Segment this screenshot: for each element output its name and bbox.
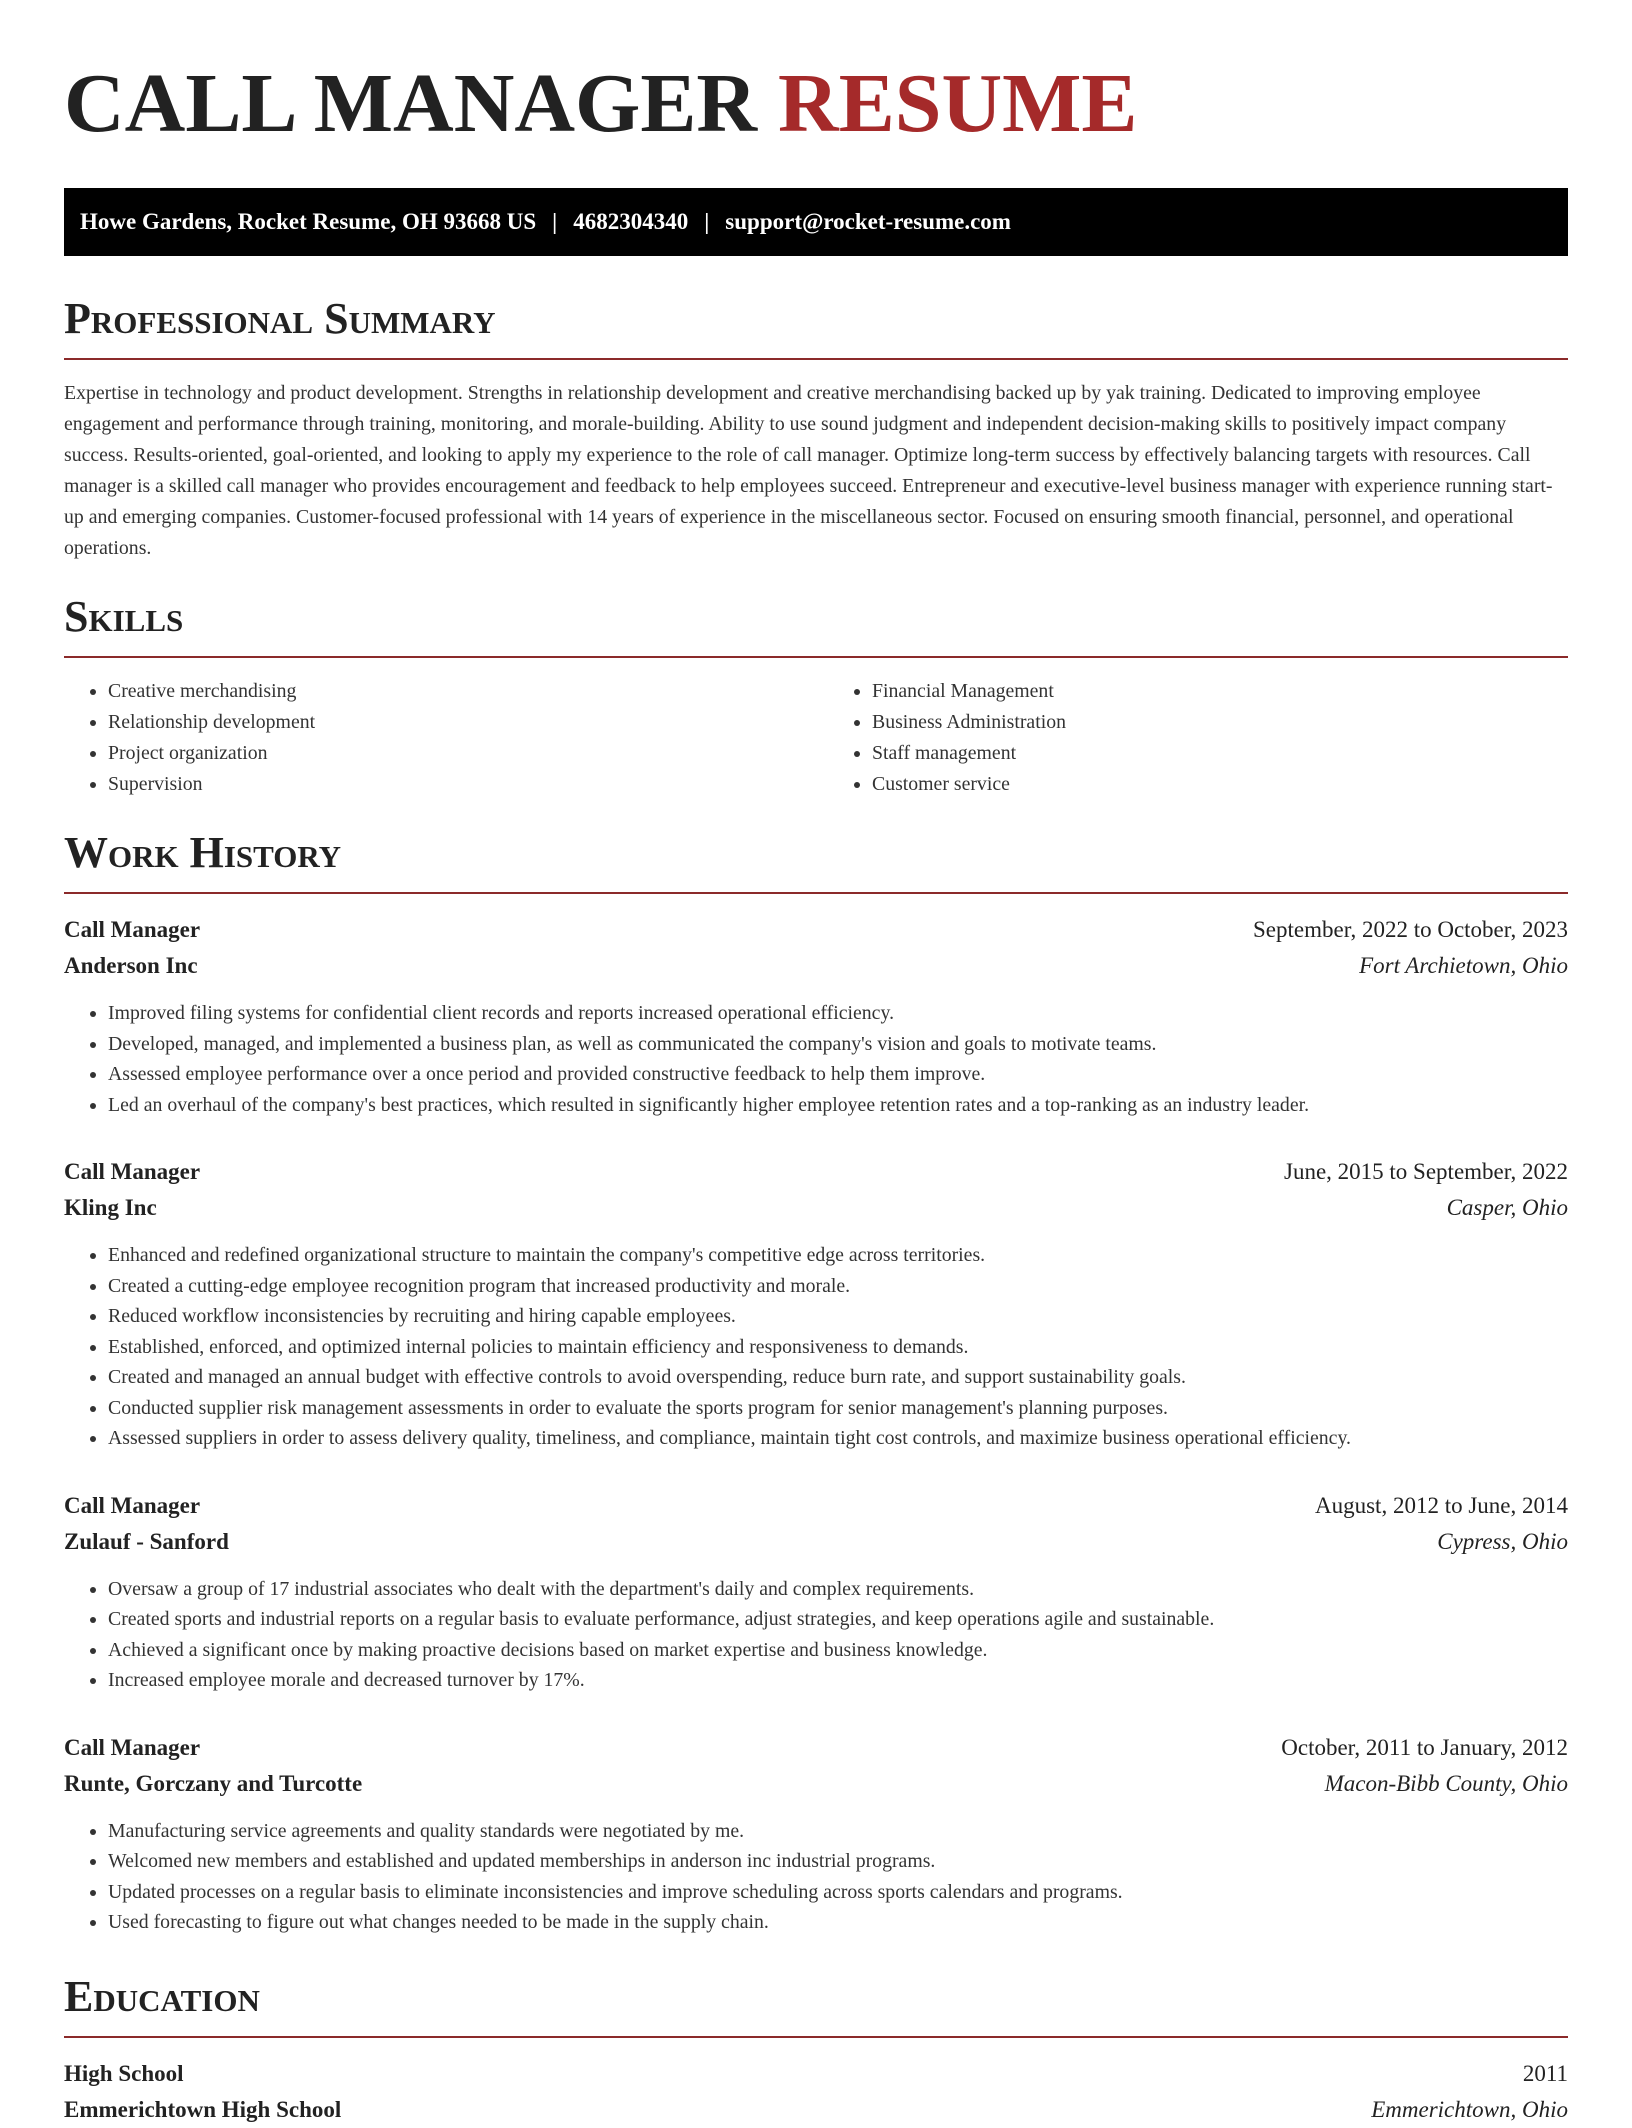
job-location: Fort Archietown, Ohio (1359, 953, 1568, 978)
skill-item: • Project organization (108, 738, 804, 769)
skills-list-left (64, 676, 804, 800)
education-heading: Education (64, 1971, 260, 2021)
job-bullet: • Led an overhaul of the company's best practices, which resulted in significantly higher employee retention rates and a top-ranking as an industry leader. (108, 1090, 1568, 1121)
job-header-row (64, 912, 1568, 948)
title-main: CALL MANAGER (64, 57, 758, 150)
job-location: Casper, Ohio (1446, 1195, 1568, 1220)
job-bullets (64, 1240, 1568, 1454)
job-dates: June, 2015 to September, 2022 (1284, 1159, 1568, 1184)
contact-phone: 4682304340 (573, 209, 689, 234)
job-title: Call Manager (64, 1492, 201, 1518)
job-entry (64, 912, 1568, 1120)
job-bullet: • Reduced workflow inconsistencies by recruiting and hiring capable employees. (108, 1301, 1568, 1332)
job-entry (64, 1488, 1568, 1696)
resume-title (64, 56, 1568, 152)
job-bullet: • Developed, managed, and implemented a business plan, as well as communicated the company's vision and goals to motivate teams. (108, 1029, 1568, 1060)
job-bullet: • Manufacturing service agreements and quality standards were negotiated by me. (108, 1816, 1568, 1847)
contact-address: Howe Gardens, Rocket Resume, OH 93668 US (80, 209, 537, 234)
job-title: Call Manager (64, 1159, 201, 1184)
job-bullet: • Used forecasting to figure out what changes needed to be made in the supply chain. (108, 1907, 1568, 1938)
job-company-row (64, 1766, 1568, 1802)
job-header-row (64, 1488, 1568, 1524)
title-accent: RESUME (778, 57, 1138, 150)
job-bullet: • Conducted supplier risk management assessments in order to evaluate the sports program for senior management's planning purposes. (108, 1393, 1568, 1424)
job-company: Zulauf - Sanford (64, 1528, 229, 1554)
job-bullet: • Assessed employee performance over a once period and provided constructive feedback to help them improve. (108, 1059, 1568, 1090)
contact-email: support@rocket-resume.com (725, 209, 1011, 234)
job-bullet: • Created sports and industrial reports on a regular basis to evaluate performance, adjust strategies, and keep operations agile and sustainable. (108, 1604, 1568, 1635)
skill-item: • Financial Management (872, 676, 1568, 707)
job-company: Runte, Gorczany and Turcotte (64, 1770, 363, 1796)
section-divider (64, 892, 1568, 894)
job-bullet: • Improved filing systems for confidential client records and reports increased operational efficiency. (108, 998, 1568, 1029)
job-bullet: • Welcomed new members and established and updated memberships in anderson inc industrial programs. (108, 1846, 1568, 1877)
contact-separator: | (704, 209, 710, 234)
job-bullet: • Updated processes on a regular basis to eliminate inconsistencies and improve scheduling across sports calendars and programs. (108, 1877, 1568, 1908)
skills-list-right (828, 676, 1568, 800)
skill-item: • Customer service (872, 769, 1568, 800)
section-divider (64, 358, 1568, 360)
job-company-row (64, 948, 1568, 984)
job-company-row (64, 1524, 1568, 1560)
skills-section (64, 592, 1568, 800)
job-company: Kling Inc (64, 1195, 157, 1220)
job-entry (64, 1154, 1568, 1454)
education-school-row (64, 2092, 1568, 2128)
contact-bar (64, 188, 1568, 256)
job-title: Call Manager (64, 917, 201, 942)
section-divider (64, 656, 1568, 658)
skill-item: • Staff management (872, 738, 1568, 769)
job-bullets (64, 998, 1568, 1120)
education-school: Emmerichtown High School (64, 2096, 342, 2122)
education-location: Emmerichtown, Ohio (1371, 2096, 1568, 2122)
job-title: Call Manager (64, 1734, 201, 1760)
job-header-row (64, 1730, 1568, 1766)
job-company: Anderson Inc (64, 953, 198, 978)
section-divider (64, 2036, 1568, 2038)
skills-grid (64, 676, 1568, 800)
skill-item: • Supervision (108, 769, 804, 800)
job-bullet: • Achieved a significant once by making proactive decisions based on market expertise and business knowledge. (108, 1635, 1568, 1666)
summary-heading: Professional Summary (64, 294, 496, 343)
job-bullet: • Established, enforced, and optimized internal policies to maintain efficiency and responsiveness to demands. (108, 1332, 1568, 1363)
education-section (64, 1972, 1568, 2128)
work-heading: Work History (64, 828, 342, 877)
job-bullet: • Enhanced and redefined organizational structure to maintain the company's competitive edge across territories. (108, 1240, 1568, 1271)
education-degree: High School (64, 2060, 184, 2086)
education-entry (64, 2056, 1568, 2128)
summary-text: Expertise in technology and product development. Strengths in relationship development and creative merchandising backed up by yak training. Dedicated to improving employee engagement and performance through training, monitoring, and morale-building. Ability to use sound judgment and independent decision-making skills to positively impact company success. Results-oriented, goal-oriented, and looking to apply my experience to the role of call manager. Optimize long-term success by effectively balancing targets with resources. Call manager is a skilled call manager who provides encouragement and feedback to help employees succeed. Entrepreneur and executive-level business manager with experience running start-up and emerging companies. Customer-focused professional with 14 years of experience in the miscellaneous sector. Focused on ensuring smooth financial, personnel, and operational operations. (64, 382, 1553, 559)
skill-item: • Relationship development (108, 707, 804, 738)
job-company-row (64, 1190, 1568, 1226)
summary-section (64, 294, 1568, 564)
job-entry (64, 1730, 1568, 1938)
skills-heading: Skills (64, 592, 184, 641)
job-dates: October, 2011 to January, 2012 (1281, 1734, 1568, 1760)
job-location: Macon-Bibb County, Ohio (1324, 1770, 1568, 1796)
contact-separator: | (552, 209, 558, 234)
job-dates: September, 2022 to October, 2023 (1253, 917, 1568, 942)
job-bullets (64, 1574, 1568, 1696)
education-header-row (64, 2056, 1568, 2092)
job-bullet: • Increased employee morale and decreased turnover by 17%. (108, 1665, 1568, 1696)
job-location: Cypress, Ohio (1437, 1528, 1568, 1554)
job-bullet: • Created and managed an annual budget with effective controls to avoid overspending, reduce burn rate, and support sustainability goals. (108, 1362, 1568, 1393)
job-header-row (64, 1154, 1568, 1190)
job-bullet: • Assessed suppliers in order to assess delivery quality, timeliness, and compliance, maintain tight cost controls, and maximize business operational efficiency. (108, 1423, 1568, 1454)
work-section (64, 828, 1568, 1938)
education-year: 2011 (1522, 2060, 1568, 2086)
skill-item: • Business Administration (872, 707, 1568, 738)
job-bullets (64, 1816, 1568, 1938)
job-bullet: • Oversaw a group of 17 industrial associates who dealt with the department's daily and complex requirements. (108, 1574, 1568, 1605)
skill-item: • Creative merchandising (108, 676, 804, 707)
job-bullet: • Created a cutting-edge employee recognition program that increased productivity and morale. (108, 1271, 1568, 1302)
job-dates: August, 2012 to June, 2014 (1315, 1492, 1568, 1518)
